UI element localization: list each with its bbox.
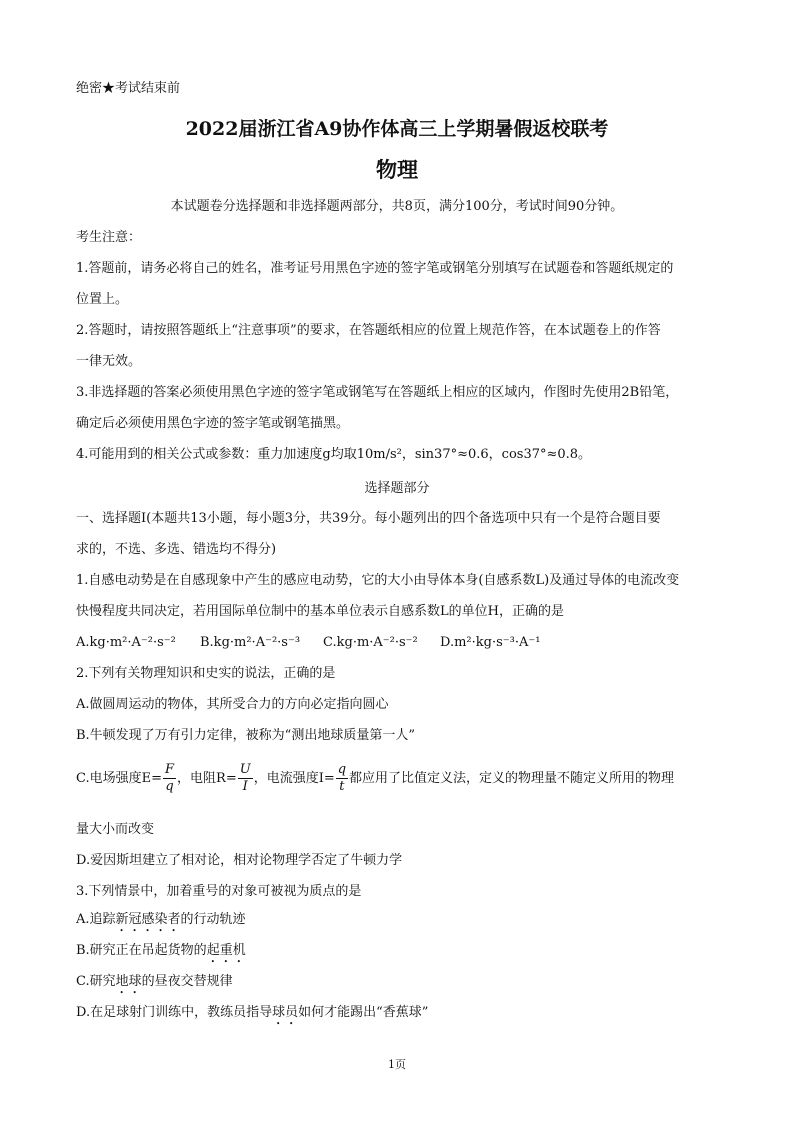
fraction-f-over-q bbox=[163, 762, 176, 795]
q3-d-prefix: D.在足球射门训练中，教练员指导 bbox=[76, 1005, 273, 1020]
q1-stem-line-2: 快慢程度共同决定，若用国际单位制中的基本单位表示自感系数L的单位H，正确的是 bbox=[76, 604, 564, 619]
q1-option-a: A.kg·m²·A⁻²·s⁻² bbox=[76, 635, 176, 650]
fraction-numerator: q bbox=[337, 762, 347, 777]
fraction-denominator: I bbox=[242, 779, 248, 794]
q3-b-prefix: B.研究正在吊起货物的 bbox=[76, 943, 207, 958]
q2-option-d: D.爱因斯坦建立了相对论，相对论物理学否定了牛顿力学 bbox=[76, 853, 403, 868]
section-title: 选择题部分 bbox=[364, 481, 430, 496]
note-1-line-2: 位置上。 bbox=[76, 292, 129, 307]
section-desc-line-2: 求的，不选、多选、错选均不得分) bbox=[76, 542, 277, 557]
q1-option-d: D.m²·kg·s⁻³·A⁻¹ bbox=[440, 635, 541, 650]
note-3-line-2: 确定后必须使用黑色字迹的签字笔或钢笔描黑。 bbox=[76, 416, 350, 431]
secret-label: 绝密★考试结束前 bbox=[76, 81, 181, 96]
q3-a-prefix: A.追踪 bbox=[76, 912, 116, 927]
q1-stem-line-1: 1.自感电动势是在自感现象中产生的感应电动势，它的大小由导体本身(自感系数L)及通过导体的电流改变 bbox=[76, 573, 680, 588]
q2-c-prefix: C.电场强度E= bbox=[76, 771, 162, 786]
exam-title: 2022届浙江省A9协作体高三上学期暑假返校联考 bbox=[185, 118, 609, 140]
q1-options bbox=[76, 634, 540, 652]
note-3-line-1: 3.非选择题的答案必须使用黑色字迹的签字笔或钢笔写在答题纸上相应的区域内，作图时先使用2B铅笔， bbox=[76, 385, 679, 400]
note-1-line-1: 1.答题前，请务必将自己的姓名，准考证号用黑色字迹的签字笔或钢笔分别填写在试题卷和答题纸规定的 bbox=[76, 261, 674, 276]
q1-option-c: C.kg·m·A⁻²·s⁻² bbox=[323, 635, 418, 650]
fraction-denominator: t bbox=[339, 779, 345, 794]
q3-c-prefix: C.研究 bbox=[76, 974, 116, 989]
note-4: 4.可能用到的相关公式或参数：重力加速度g均取10m/s²，sin37°≈0.6，cos37°≈0.8。 bbox=[76, 447, 592, 462]
q2-option-a: A.做圆周运动的物体，其所受合力的方向必定指向圆心 bbox=[76, 697, 389, 712]
q3-c-suffix: 的昼夜交替规律 bbox=[141, 974, 233, 989]
q3-d-suffix: 如何才能踢出“香蕉球” bbox=[298, 1005, 429, 1020]
q3-option-b bbox=[76, 942, 246, 966]
q2-option-c-line-2: 量大小而改变 bbox=[76, 822, 155, 837]
q2-c-middle-1: ，电阻R= bbox=[177, 771, 237, 786]
q2-option-b: B.牛顿发现了万有引力定律，被称为“测出地球质量第一人” bbox=[76, 728, 415, 743]
q3-d-emphasized: 球员 bbox=[272, 1005, 299, 1020]
q1-option-b: B.kg·m²·A⁻²·s⁻³ bbox=[200, 635, 301, 650]
notes-heading: 考生注意： bbox=[76, 230, 142, 245]
fraction-denominator: q bbox=[165, 779, 174, 794]
q3-a-suffix: 的行动轨迹 bbox=[180, 912, 246, 927]
fraction-numerator: F bbox=[165, 762, 175, 777]
exam-intro: 本试题卷分选择题和非选择题两部分，共8页，满分100分，考试时间90分钟。 bbox=[170, 199, 624, 214]
note-2-line-1: 2.答题时，请按照答题纸上“注意事项”的要求，在答题纸相应的位置上规范作答，在本试题卷上的作答 bbox=[76, 323, 661, 338]
fraction-u-over-i bbox=[238, 762, 253, 795]
note-2-line-2: 一律无效。 bbox=[76, 354, 142, 369]
q3-option-d bbox=[76, 1004, 428, 1028]
q3-a-emphasized: 新冠感染者 bbox=[115, 912, 181, 927]
q2-stem: 2.下列有关物理知识和史实的说法，正确的是 bbox=[76, 666, 336, 681]
page-number: 1页 bbox=[388, 1058, 406, 1071]
q3-c-emphasized: 地球 bbox=[115, 974, 142, 989]
q3-stem: 3.下列情景中，加着重号的对象可被视为质点的是 bbox=[76, 884, 362, 899]
fraction-q-over-t bbox=[336, 762, 348, 795]
q2-c-middle-2: ，电流强度I= bbox=[253, 771, 335, 786]
q3-b-emphasized: 起重机 bbox=[206, 943, 246, 958]
q2-option-c bbox=[76, 762, 674, 796]
q2-c-suffix: 都应用了比值定义法，定义的物理量不随定义所用的物理 bbox=[349, 771, 675, 786]
subject-title: 物理 bbox=[376, 157, 418, 182]
q3-option-a bbox=[76, 911, 246, 935]
q3-option-c bbox=[76, 973, 233, 997]
section-desc-line-1: 一、选择题Ⅰ(本题共13小题，每小题3分，共39分。每小题列出的四个备选项中只有一个是符合题目要 bbox=[76, 511, 661, 526]
fraction-numerator: U bbox=[239, 762, 251, 777]
